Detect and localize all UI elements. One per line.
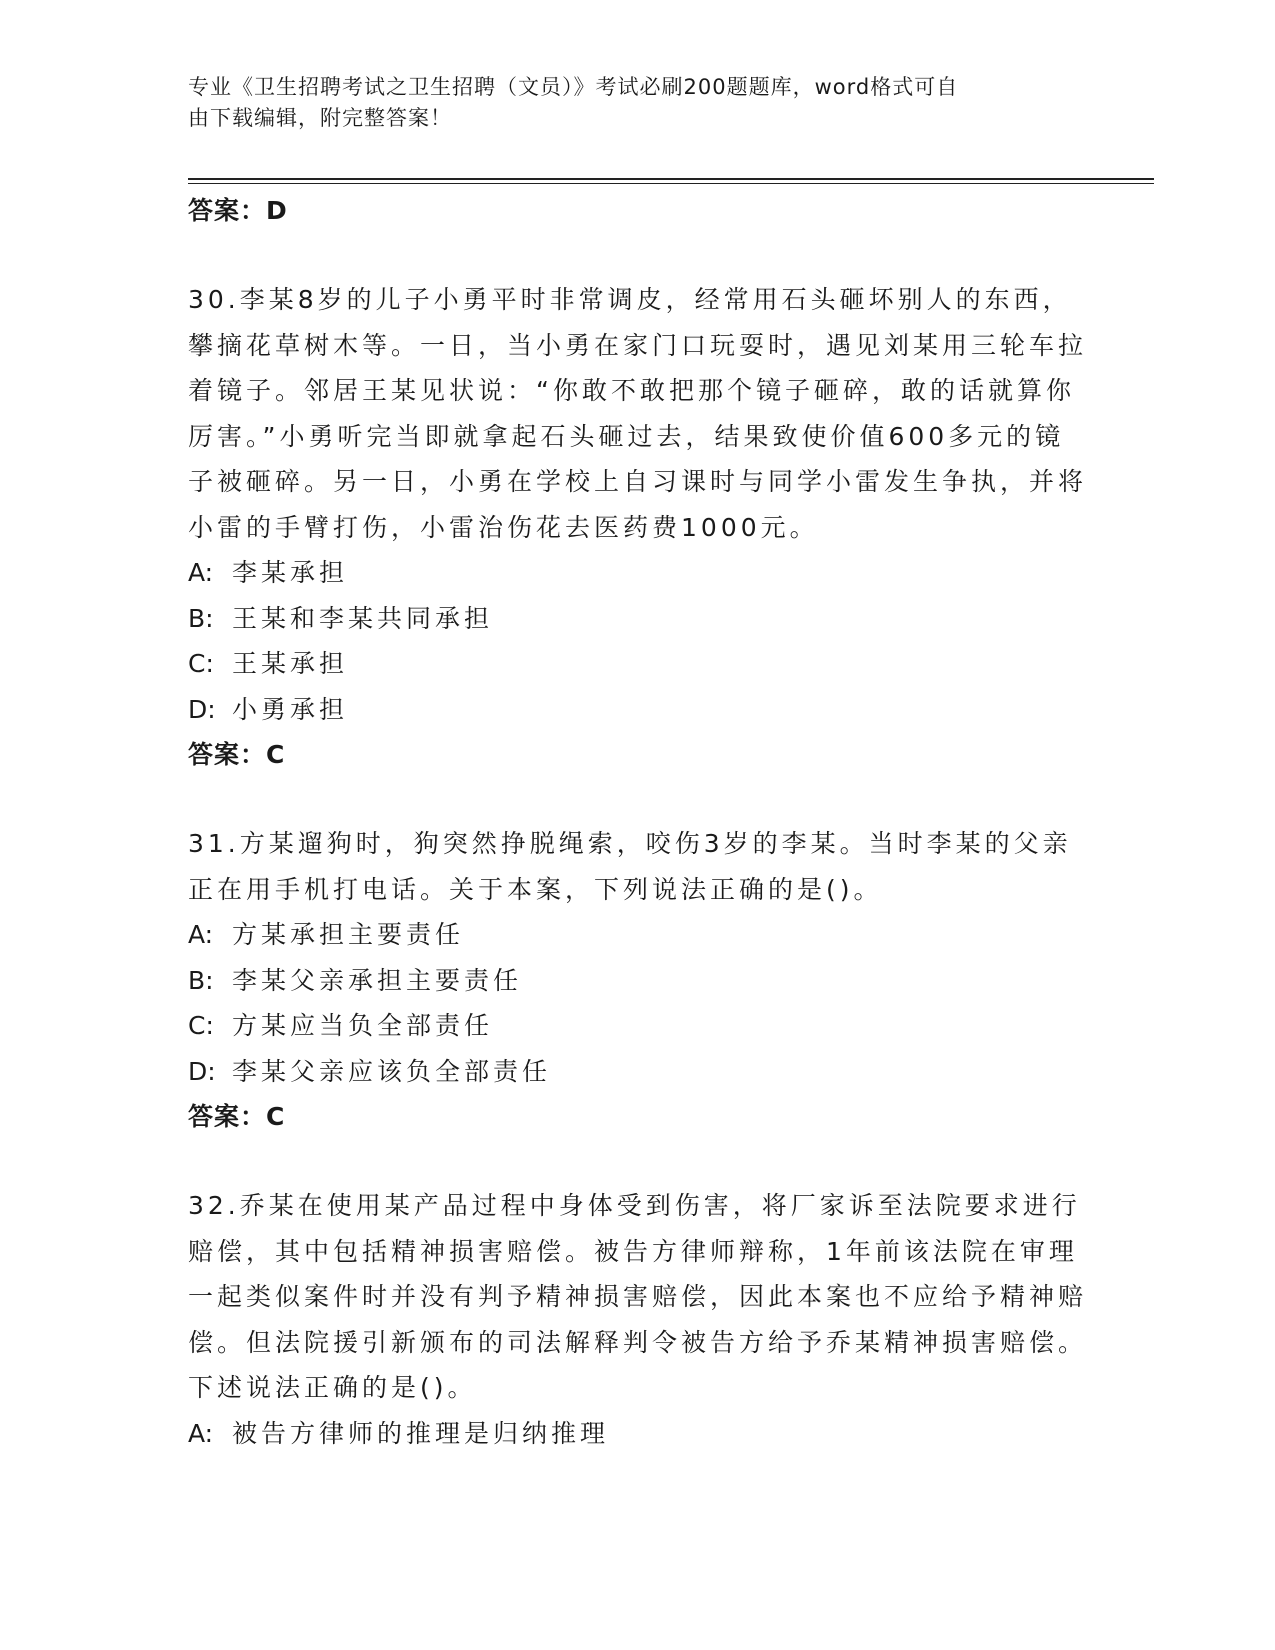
header-rule [188,178,1154,180]
header-line-1: 专业《卫生招聘考试之卫生招聘（文员）》考试必刷200题题库，word格式可自 [188,75,959,99]
option-key: C: [188,649,214,678]
question-answer: 答案：C [188,1102,286,1131]
option-key: B: [188,603,214,633]
spacer [188,1140,1088,1183]
option-a [188,1411,1088,1457]
option-b [188,596,1088,642]
page-content [188,188,1088,1456]
header-rule-thin [188,183,1154,184]
question-block-30 [188,277,1088,778]
option-a [188,912,1088,958]
previous-answer: 答案：D [188,196,288,225]
question-answer: 答案：C [188,740,286,769]
option-key: A: [188,558,214,587]
option-b [188,958,1088,1004]
option-d [188,1049,1088,1095]
spacer [188,234,1088,277]
question-block-32 [188,1183,1088,1456]
page-header [188,72,1088,134]
header-line-2: 由下载编辑，附完整答案！ [188,106,452,130]
option-text: 王某承担 [232,649,349,678]
option-text: 李某父亲承担主要责任 [232,965,523,995]
option-key: B: [188,965,214,995]
option-key: D: [188,1056,216,1086]
option-text: 李某承担 [232,558,349,587]
option-key: D: [188,694,216,724]
option-text: 王某和李某共同承担 [232,603,494,633]
option-key: C: [188,1011,214,1040]
option-text: 方某应当负全部责任 [232,1011,494,1040]
question-text: 30.李某8岁的儿子小勇平时非常调皮，经常用石头砸坏别人的东西，攀摘花草树木等。一日，当小勇在家门口玩耍时，遇见刘某用三轮车拉着镜子。邻居王某见状说：“你敢不敢把那个镜子砸碎，敢的话就算你厉害。”小勇听完当即就拿起石头砸过去，结果致使价值600多元的镜子被砸碎。另一日，小勇在学校上自习课时与同学小雷发生争执，并将小雷的手臂打伤，小雷治伤花去医药费1000元。 [188,285,1088,542]
question-text: 31.方某遛狗时，狗突然挣脱绳索，咬伤3岁的李某。当时李某的父亲正在用手机打电话。关于本案，下列说法正确的是()。 [188,829,1072,904]
question-text: 32.乔某在使用某产品过程中身体受到伤害，将厂家诉至法院要求进行赔偿，其中包括精神损害赔偿。被告方律师辩称，1年前该法院在审理一起类似案件时并没有判予精神损害赔偿，因此本案也不应给予精神赔偿。但法院援引新颁布的司法解释判令被告方给予乔某精神损害赔偿。下述说法正确的是()。 [188,1191,1088,1402]
option-c [188,641,1088,687]
option-text: 小勇承担 [232,694,349,724]
option-a [188,550,1088,596]
option-key: A: [188,920,214,949]
option-text: 被告方律师的推理是归纳推理 [232,1418,610,1448]
question-block-31 [188,821,1088,1140]
option-d [188,687,1088,733]
spacer [188,778,1088,821]
option-c [188,1003,1088,1049]
option-text: 李某父亲应该负全部责任 [232,1056,552,1086]
option-key: A: [188,1418,214,1448]
option-text: 方某承担主要责任 [232,920,465,949]
